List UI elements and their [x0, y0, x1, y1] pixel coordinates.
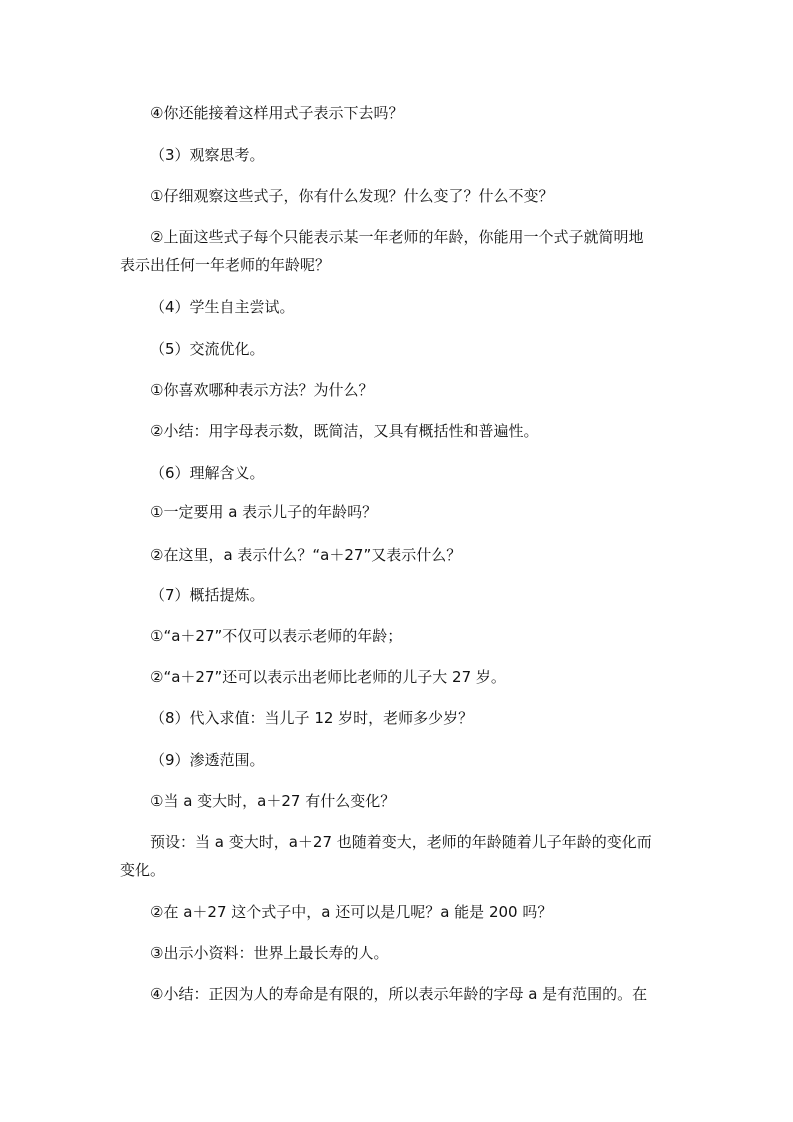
paragraph-line: ②在 a＋27 这个式子中，a 还可以是几呢？a 能是 200 吗？ [150, 903, 553, 921]
paragraph-line: ④你还能接着这样用式子表示下去吗？ [150, 104, 404, 122]
paragraph-line: ①一定要用 a 表示儿子的年龄吗？ [150, 503, 378, 521]
section-heading: （5）交流优化。 [150, 340, 265, 358]
section-heading: （6）理解含义。 [150, 464, 265, 482]
section-heading: （3）观察思考。 [150, 146, 265, 164]
section-heading: （8）代入求值：当儿子 12 岁时，老师多少岁？ [150, 709, 474, 727]
paragraph-line: ④小结：正因为人的寿命是有限的，所以表示年龄的字母 a 是有范围的。在 [150, 985, 648, 1003]
paragraph-line: ①你喜欢哪种表示方法？为什么？ [150, 381, 374, 399]
section-heading: （7）概括提炼。 [150, 586, 265, 604]
paragraph-line: 表示出任何一年老师的年龄呢？ [120, 256, 331, 274]
section-heading: （4）学生自主尝试。 [150, 298, 295, 316]
section-heading: （9）渗透范围。 [150, 751, 265, 769]
paragraph-line: 预设：当 a 变大时，a＋27 也随着变大，老师的年龄随着儿子年龄的变化而 [150, 833, 652, 851]
paragraph-line: ①仔细观察这些式子，你有什么发现？什么变了？什么不变？ [150, 187, 554, 205]
paragraph-line: 变化。 [120, 861, 166, 879]
paragraph-line: ①当 a 变大时，a＋27 有什么变化？ [150, 792, 396, 810]
paragraph-line: ①“a＋27”不仅可以表示老师的年龄； [150, 627, 403, 645]
paragraph-line: ②在这里，a 表示什么？“a＋27”又表示什么？ [150, 546, 462, 564]
paragraph-line: ②“a＋27”还可以表示出老师比老师的儿子大 27 岁。 [150, 668, 506, 686]
paragraph-line: ③出示小资料：世界上最长寿的人。 [150, 944, 389, 962]
paragraph-line: ②上面这些式子每个只能表示某一年老师的年龄，你能用一个式子就简明地 [150, 228, 644, 246]
paragraph-line: ②小结：用字母表示数，既简洁，又具有概括性和普遍性。 [150, 422, 539, 440]
